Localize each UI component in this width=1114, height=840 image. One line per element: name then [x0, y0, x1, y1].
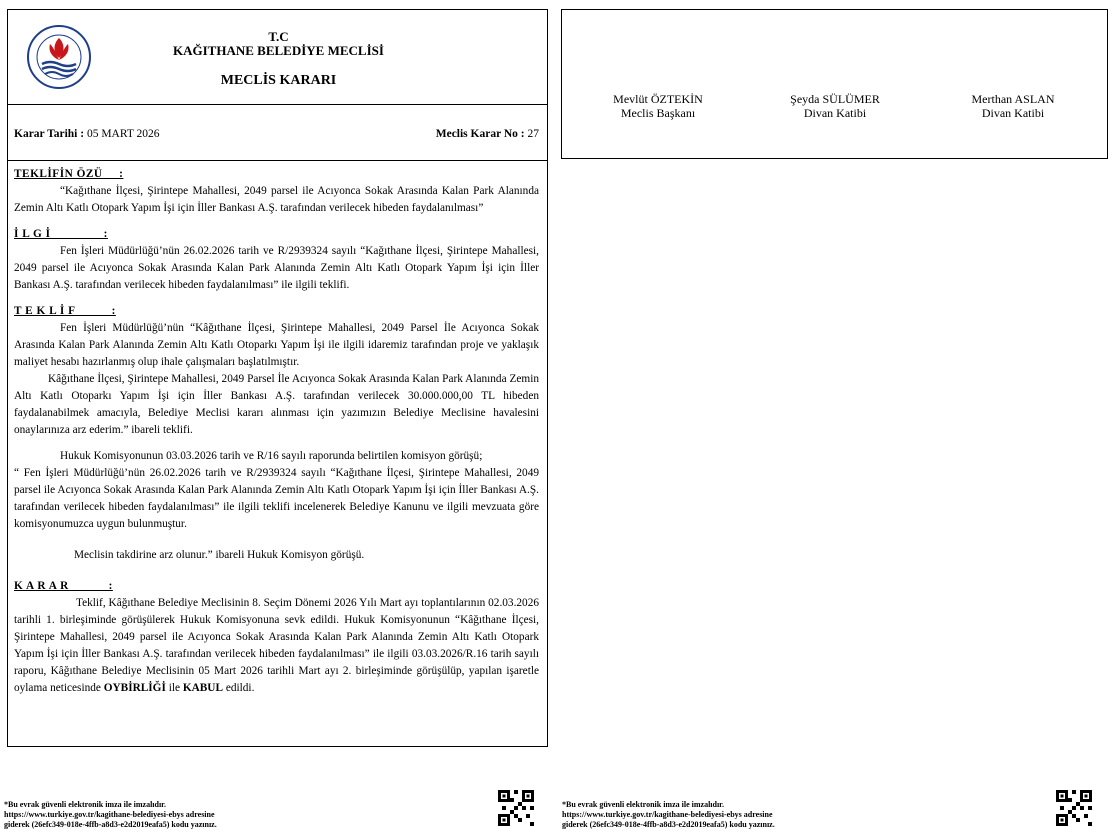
header-divider	[8, 104, 547, 105]
ilgi-text: Fen İşleri Müdürlüğü’nün 26.02.2026 tarih ve R/2939324 sayılı “Kağıthane İlçesi, Şirintepe Mahallesi, 2049 parsel ile Acıyonca Sokak Arasında Kalan Park Alanında Zemin Altı Katlı Otopark Yapım İşi için İller Bankası A.Ş. tarafından verilecek hibeden faydalanılması” ile ilgili teklifi.	[14, 245, 539, 291]
section-heading-karar: K A R A R :	[14, 580, 113, 592]
footer-line-3: giderek (26efc349-018e-4ffb-a8d3-e2d2019eafa5) kodu yazınız.	[562, 820, 775, 829]
teklif-paragraph-1: Fen İşleri Müdürlüğü’nün “Kâğıthane İlçesi, Şirintepe Mahallesi, 2049 Parsel İle Acıyonca Sokak Arasında Kalan Park Alanında Zemin Altı Katlı Otoparkı Yapım İşi ile ilgili idaremiz tarafından proje ve yaklaşık maliyet hesabı hazırlanmış olup ihale çalışmaları başlatılmıştır.	[14, 322, 539, 368]
karar-unanimous: OYBİRLİĞİ	[103, 682, 166, 694]
section-heading-ozu: TEKLİFİN ÖZÜ :	[14, 168, 124, 180]
ozu-text: “Kağıthane İlçesi, Şirintepe Mahallesi, 2049 parsel ile Acıyonca Sokak Arasında Kalan Park Alanında Zemin Altı Katlı Otopark Yapım İşi için İller Bankası A.Ş. tarafından verilecek hibeden faydalanılması”	[14, 185, 539, 214]
signature-president	[578, 92, 738, 120]
header-tc: T.C	[268, 29, 289, 44]
signature-name: Şeyda SÜLÜMER	[790, 92, 880, 106]
commission-paragraph-3: Meclisin takdirine arz olunur.” ibareli Hukuk Komisyon görüşü.	[74, 549, 365, 561]
karar-text	[14, 595, 539, 697]
commission-paragraph-2: “ Fen İşleri Müdürlüğü’nün 26.02.2026 tarih ve R/2939324 sayılı “Kağıthane İlçesi, Şirintepe Mahallesi, 2049 parsel ile Acıyonca Sokak Arasında Kalan Park Alanında Zemin Altı Katlı Otopark Yapım İşi için İller Bankası A.Ş. tarafından verilecek hibeden faydalanılması” ile ilgili teklifi incelenerek Belediye Kanunu ve ilgili mevzuata göre komisyonumuzca uygun bulunmuştur.	[14, 467, 539, 530]
karar-accepted: KABUL	[182, 682, 224, 694]
signature-clerk-1	[755, 92, 915, 120]
signature-page	[561, 9, 1108, 159]
karar-mid: ile	[165, 682, 183, 694]
signature-role: Divan Katibi	[981, 106, 1045, 120]
decision-date	[14, 128, 160, 140]
section-heading-teklif: T E K L İ F :	[14, 305, 116, 317]
decision-number	[436, 128, 539, 140]
decision-number-value: 27	[524, 128, 539, 140]
signature-role: Meclis Başkanı	[620, 106, 696, 120]
footer-esign-right	[562, 800, 775, 830]
decision-date-value: 05 MART 2026	[84, 128, 160, 140]
qr-code-icon	[498, 790, 534, 826]
footer-line-1: *Bu evrak güvenli elektronik imza ile imzalıdır.	[4, 800, 166, 809]
meta-divider	[8, 160, 547, 161]
footer-line-1: *Bu evrak güvenli elektronik imza ile imzalıdır.	[562, 800, 724, 809]
teklif-paragraph-2: Kâğıthane İlçesi, Şirintepe Mahallesi, 2049 Parsel İle Acıyonca Sokak Arasında Kalan Park Alanında Zemin Altı Katlı Otoparkı Yapım İşi için İller Bankası A.Ş. tarafından verilecek 30.000.000,00 TL hibeden faydalanabilmek amacıyla, Belediye Meclisi kararı alınması için yazımızın Belediye Meclisine havalesini onaylarınıza arz ederim.” ibareli teklifi.	[14, 373, 539, 436]
footer-line-3: giderek (26efc349-018e-4ffb-a8d3-e2d2019eafa5) kodu yazınız.	[4, 820, 217, 829]
signature-role: Divan Katibi	[803, 106, 867, 120]
karar-text-body: Teklif, Kâğıthane Belediye Meclisinin 8. Seçim Dönemi 2026 Yılı Mart ayı toplantılarının 02.03.2026 tarihli 1. birleşiminde görüşülerek Hukuk Komisyonuna sevk edildi. Hukuk Komisyonunun “Kâğıthane İlçesi, Şirintepe Mahallesi, 2049 parsel ile Acıyonca Sokak Arasında Kalan Park Alanında Zemin Altı Katlı Otopark Yapım İşi için İller Bankası A.Ş. tarafından verilecek hibeden faydalanılması” ile ilgili 03.03.2026/R.16 tarih sayılı raporu, Kâğıthane Belediye Meclisinin 05 Mart 2026 tarihli Mart ayı 2. birleşiminde görüşülüp, yapılan işaretle oylama neticesinde	[14, 597, 539, 694]
section-heading-ilgi: İ L G İ :	[14, 228, 108, 240]
footer-line-2: https://www.turkiye.gov.tr/kagithane-belediyesi-ebys adresine	[562, 810, 773, 819]
signature-name: Merthan ASLAN	[971, 92, 1055, 106]
decision-body	[14, 166, 539, 697]
institution-name: KAĞITHANE BELEDİYE MECLİSİ	[173, 43, 384, 58]
decision-date-label: Karar Tarihi :	[14, 128, 85, 140]
karar-end: edildi.	[223, 682, 255, 694]
document-title: MECLİS KARARI	[220, 73, 337, 88]
commission-paragraph-1: Hukuk Komisyonunun 03.03.2026 tarih ve R/16 sayılı raporunda belirtilen komisyon görüşü;	[60, 450, 483, 462]
decision-page	[7, 9, 548, 747]
footer-esign-left	[4, 800, 217, 830]
signature-name: Mevlüt ÖZTEKİN	[613, 92, 703, 106]
signature-clerk-2	[933, 92, 1093, 120]
decision-number-label: Meclis Karar No :	[435, 128, 525, 140]
footer-line-2: https://www.turkiye.gov.tr/kagithane-belediyesi-ebys adresine	[4, 810, 215, 819]
qr-code-icon	[1056, 790, 1092, 826]
